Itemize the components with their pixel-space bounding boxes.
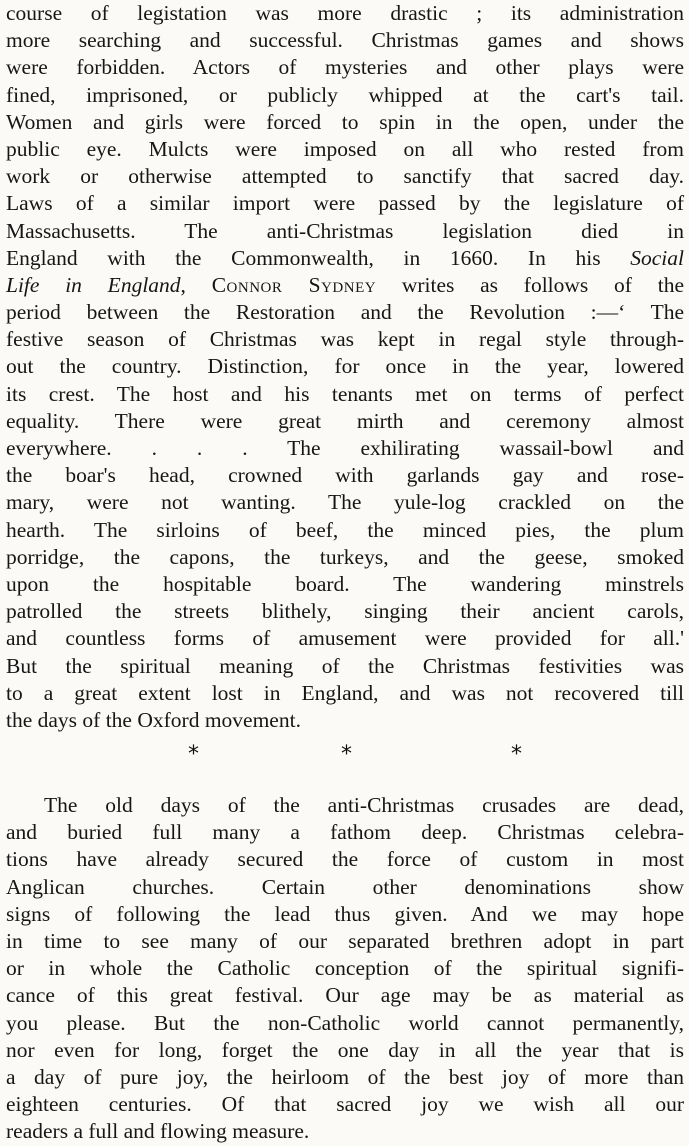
text-line: work or otherwise attempted to sanctify that sacred day. bbox=[6, 164, 684, 189]
text-line: to a great extent lost in England, and was not recovered till bbox=[6, 680, 684, 705]
text-line: eighteen centuries. Of that sacred joy we wish all our bbox=[6, 1092, 684, 1117]
text-line: everywhere. . . . The exhilirating wassail-bowl and bbox=[6, 436, 684, 460]
book-title-part1: Social bbox=[630, 245, 685, 270]
text-line: But the spiritual meaning of the Christmas festivities was bbox=[6, 653, 684, 678]
text-line: were forbidden. Actors of mysteries and other plays were bbox=[6, 55, 684, 80]
text-line: cance of this great festival. Our age may be as material as bbox=[6, 983, 684, 1008]
text-line: in time to see many of our separated brethren adopt in part bbox=[6, 929, 684, 953]
text-line-with-author: Life in England, Connor Sydney writes as follows of the bbox=[6, 272, 684, 297]
text-line: Laws of a similar import were passed by the legislature of bbox=[6, 191, 684, 216]
text-line: patrolled the streets blithely, singing their ancient carols, bbox=[6, 599, 684, 624]
text-line: The old days of the anti-Christmas crusades are dead, bbox=[44, 793, 684, 818]
text-line: a day of pure joy, the heirloom of the best joy of more than bbox=[6, 1064, 684, 1089]
text-line: hearth. The sirloins of beef, the minced pies, the plum bbox=[6, 517, 684, 542]
text-line: course of legistation was more drastic ; its administration bbox=[6, 1, 684, 25]
text-line: readers a full and flowing measure. bbox=[6, 1119, 310, 1144]
asterisk-separator: * bbox=[188, 742, 199, 768]
text-line: England with the Commonwealth, in 1660. In his bbox=[6, 245, 601, 270]
text-line: mary, were not wanting. The yule-log crackled on the bbox=[6, 490, 684, 515]
text-line: more searching and successful. Christmas games and shows bbox=[6, 28, 684, 53]
text-line: period between the Restoration and the Revolution :—‘ The bbox=[6, 300, 684, 325]
text-line: Women and girls were forced to spin in the open, under the bbox=[6, 109, 684, 134]
book-title-part2: Life in England bbox=[6, 272, 181, 297]
asterisk-separator: * bbox=[511, 742, 522, 768]
text-line: and countless forms of amusement were provided for all.' bbox=[6, 626, 684, 651]
text-line: public eye. Mulcts were imposed on all who rested from bbox=[6, 136, 684, 161]
text-line: nor even for long, forget the one day in all the year that is bbox=[6, 1037, 684, 1062]
text-line: and buried full many a fathom deep. Christmas celebra- bbox=[6, 820, 684, 845]
text-line: its crest. The host and his tenants met on terms of perfect bbox=[6, 381, 684, 406]
text-line: you please. But the non-Catholic world cannot permanently, bbox=[6, 1010, 684, 1035]
text-line: Anglican churches. Certain other denominations show bbox=[6, 874, 684, 899]
paragraph-2 bbox=[6, 792, 684, 1145]
section-separator bbox=[6, 734, 684, 792]
asterisk-separator: * bbox=[341, 742, 352, 768]
text-line: upon the hospitable board. The wandering minstrels bbox=[6, 571, 684, 596]
text-line: the days of the Oxford movement. bbox=[6, 707, 301, 732]
text-line: signs of following the lead thus given. And we may hope bbox=[6, 901, 684, 926]
text-line: or in whole the Catholic conception of the spiritual signifi- bbox=[6, 956, 684, 981]
text-line: festive season of Christmas was kept in regal style through- bbox=[6, 327, 684, 352]
text-line: equality. There were great mirth and ceremony almost bbox=[6, 408, 684, 433]
text-line: Massachusetts. The anti-Christmas legislation died in bbox=[6, 218, 684, 243]
author-name: Connor Sydney bbox=[211, 272, 377, 297]
text-line: the boar's head, crowned with garlands gay and rose- bbox=[6, 463, 684, 488]
text-line-with-title bbox=[6, 245, 684, 272]
article-page bbox=[6, 0, 684, 1146]
paragraph-1 bbox=[6, 0, 684, 734]
text-line: fined, imprisoned, or publicly whipped at the cart's tail. bbox=[6, 82, 684, 107]
text-line: tions have already secured the force of custom in most bbox=[6, 847, 684, 872]
text-fragment: writes as follows of the bbox=[376, 272, 684, 297]
text-line: out the country. Distinction, for once in the year, lowered bbox=[6, 354, 684, 379]
text-line: porridge, the capons, the turkeys, and the geese, smoked bbox=[6, 544, 684, 569]
